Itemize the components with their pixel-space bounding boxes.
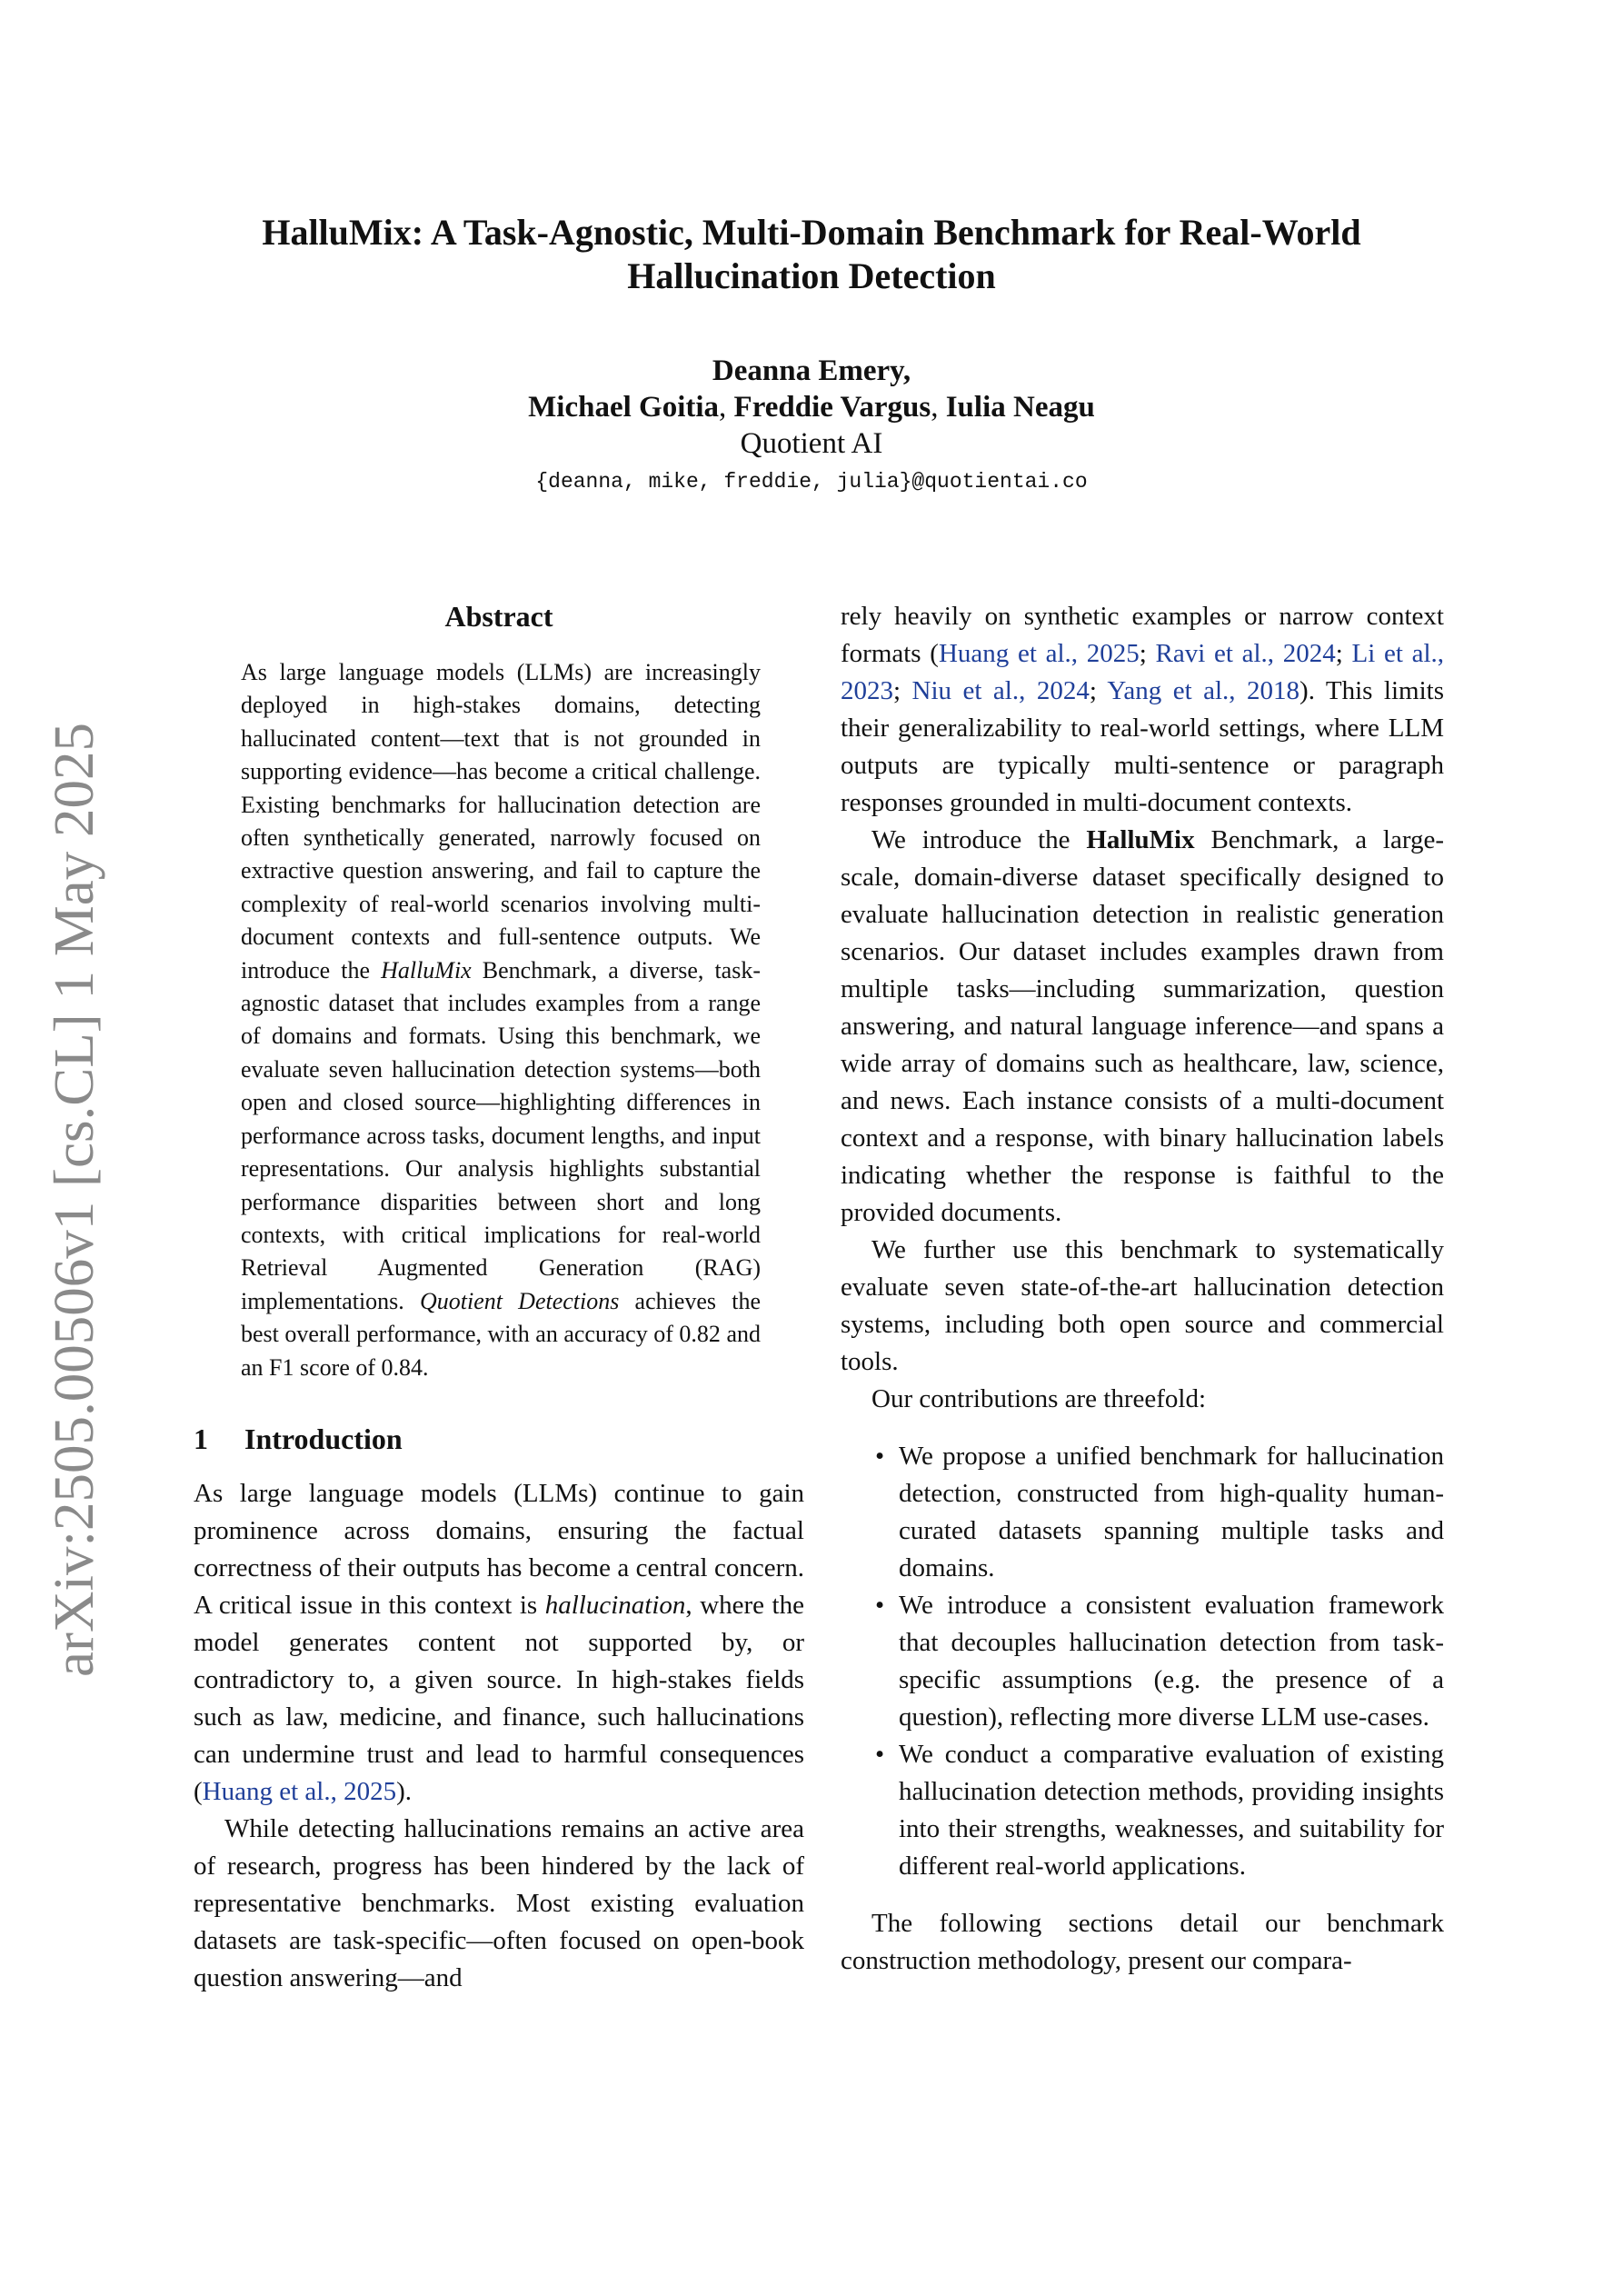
- body-paragraph: We further use this benchmark to systematically evaluate seven state-of-the-art hallucination detection systems, including both open source and commercial tools.: [841, 1235, 1444, 1376]
- product-name: Quotient Detections: [420, 1287, 620, 1314]
- author-name: Deanna Emery,: [712, 354, 911, 387]
- citation-link[interactable]: Niu et al., 2024: [911, 676, 1090, 705]
- title-line-2: Hallucination Detection: [627, 255, 996, 296]
- body-paragraph: The following sections detail our benchmark construction methodology, present our compara-: [841, 1909, 1444, 1975]
- bullet-icon: •: [875, 1740, 885, 1769]
- arxiv-watermark: [44, 723, 105, 1677]
- title-line-1: HalluMix: A Task-Agnostic, Multi-Domain Benchmark for Real-World: [262, 212, 1361, 253]
- author-name: Iulia Neagu: [945, 391, 1095, 424]
- body-paragraph: We introduce the HalluMix Benchmark, a large-scale, domain-diverse dataset specifically designed to evaluate hallucination detection in realistic generation scenarios. Our dataset includes examples drawn from multiple tasks—including summarization, question answering, and natural language inference—and spans a wide array of domains such as healthcare, law, science, and news. Each instance consists of a multi-document context and a response, with binary hallucination labels indicating whether the response is faithful to the provided documents.: [841, 825, 1444, 1227]
- intro-paragraph: While detecting hallucinations remains an active area of research, progress has been hindered by the lack of representative benchmarks. Most existing evaluation datasets are task-specific—often focused on open-book question answering—and: [194, 1813, 804, 1992]
- benchmark-name: HalluMix: [381, 956, 472, 983]
- right-column: [841, 598, 1444, 1980]
- author-name: Michael Goitia: [528, 391, 720, 424]
- list-item: • We propose a unified benchmark for hallucination detection, constructed from high-quality human-curated datasets spanning multiple tasks and domains.: [841, 1438, 1444, 1587]
- benchmark-name: HalluMix: [1086, 825, 1195, 854]
- author-separator: ,: [931, 391, 946, 424]
- author-name: Freddie Vargus: [733, 391, 931, 424]
- left-column: [194, 598, 804, 1997]
- citation-link[interactable]: Yang et al., 2018: [1107, 676, 1300, 705]
- list-item: • We introduce a consistent evaluation framework that decouples hallucination detection from task-specific assumptions (e.g. the presence of a question), reflecting more diverse LLM use-cases.: [841, 1587, 1444, 1736]
- body-paragraph: rely heavily on synthetic examples or narrow context formats (Huang et al., 2025; Ravi et al., 2024; Li et al., 2023; Niu et al., 2024; Yang et al., 2018). This limits their generalizability to real-world settings, where LLM outputs are typically multi-sentence or paragraph responses grounded in multi-document contexts.: [841, 602, 1445, 817]
- affiliation: Quotient AI: [740, 427, 883, 460]
- bullet-icon: •: [875, 1442, 885, 1471]
- abstract-text: As large language models (LLMs) are increasingly deployed in high-stakes domains, detecting hallucinated content—text that is not grounded in supporting evidence—has become a critical challenge. Existing benchmarks for hallucination detection are often synthetically generated, narrowly focused on extractive question answering, and fail to capture the complexity of real-world scenarios involving multi-document contexts and full-sentence outputs. We introduce the HalluMix Benchmark, a diverse, task-agnostic dataset that includes examples from a range of domains and formats. Using this benchmark, we evaluate seven hallucination detection systems—both open and closed source—highlighting differences in performance across tasks, document lengths, and input representations. Our analysis highlights substantial performance disparities between short and long contexts, with critical implications for real-world Retrieval Augmented Generation (RAG) implementations. Quotient Detections achieves the best overall performance, with an accuracy of 0.82 and an F1 score of 0.84.: [241, 659, 761, 1381]
- contributions-list: [841, 1438, 1444, 1885]
- author-emails: {deanna, mike, freddie, julia}@quotientai.co: [535, 470, 1088, 494]
- author-block: [145, 353, 1478, 502]
- citation-link[interactable]: Li et al., 2023: [841, 639, 1445, 705]
- abstract-heading: Abstract: [444, 600, 553, 633]
- section-number: 1: [194, 1422, 208, 1455]
- section-title: Introduction: [244, 1422, 403, 1455]
- section-heading: [194, 1421, 804, 1457]
- citation-link[interactable]: Huang et al., 2025: [202, 1776, 397, 1806]
- author-separator: ,: [719, 391, 734, 424]
- arxiv-identifier: arXiv:2505.00506v1 [cs.CL] 1 May 2025: [44, 737, 105, 1677]
- intro-paragraph: As large language models (LLMs) continue to gain prominence across domains, ensuring the factual correctness of their outputs has become a central concern. A critical issue in this context is hallucination, where the model generates content not supported by, or contradictory to, a given source. In high-stakes fields such as law, medicine, and finance, such hallucinations can undermine trust and lead to harmful consequences (Huang et al., 2025).: [194, 1478, 804, 1806]
- citation-link[interactable]: Huang et al., 2025: [938, 639, 1140, 668]
- citation-link[interactable]: Ravi et al., 2024: [1155, 639, 1336, 668]
- bullet-icon: •: [875, 1591, 885, 1620]
- emphasis-term: hallucination: [544, 1590, 686, 1620]
- body-paragraph: Our contributions are threefold:: [871, 1384, 1207, 1413]
- paper-title: [145, 211, 1478, 298]
- list-item: • We conduct a comparative evaluation of existing hallucination detection methods, providing insights into their strengths, weaknesses, and suitability for different real-world applications.: [841, 1736, 1444, 1885]
